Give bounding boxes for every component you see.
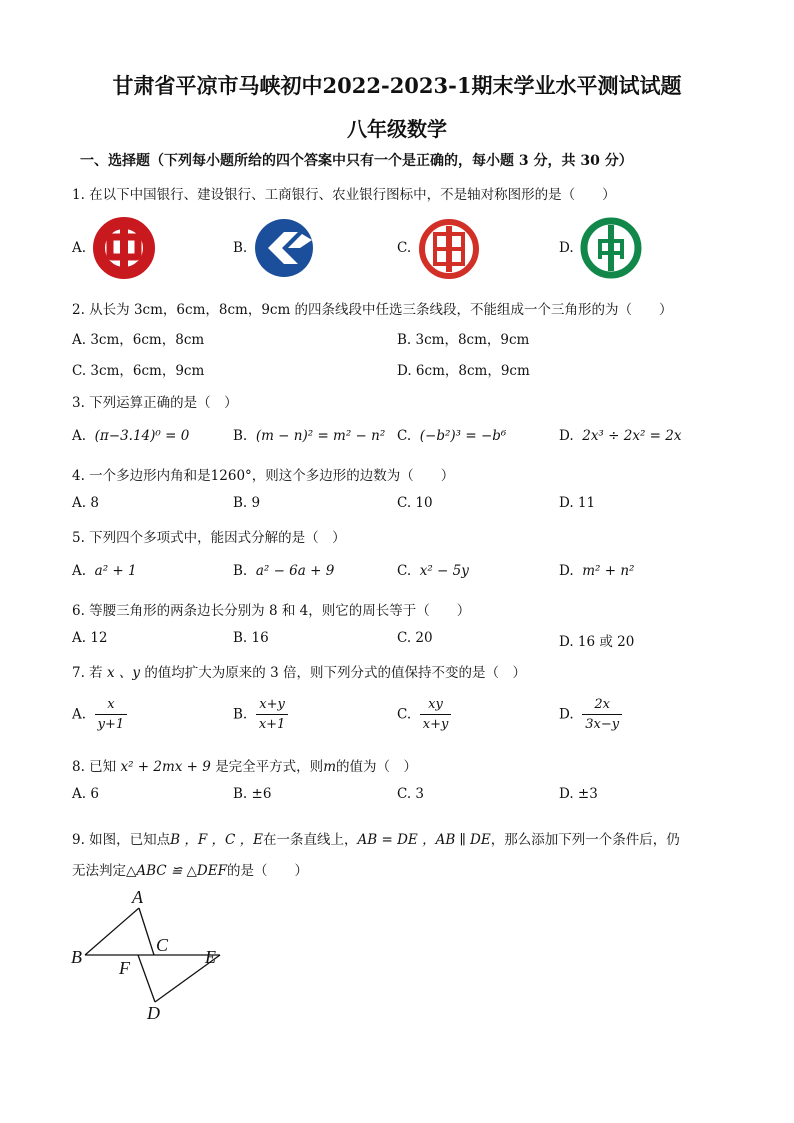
q5-a-expression: a² + 1 — [94, 563, 137, 579]
q3-option-c: C. (−b²)³ = −b⁶ — [397, 428, 507, 444]
q4-option-c: C. 10 — [397, 495, 433, 511]
q9-condition: AB = DE ，AB ∥ DE — [357, 832, 491, 848]
abc-logo-icon — [580, 217, 642, 279]
q8-option-d: D. ±3 — [559, 786, 598, 802]
q1-option-d: D. — [559, 240, 574, 256]
q7-option-c: C. $\frac{xy}{x+y}$ — [397, 697, 451, 732]
q7-a-fraction: $\frac{x}{y+1}$ — [95, 697, 128, 732]
q8-option-b: B. ±6 — [233, 786, 272, 802]
q1-option-a: A. — [72, 240, 87, 256]
q8-option-a: A. 6 — [72, 786, 99, 802]
q3-a-expression: (π−3.14)⁰ = 0 — [94, 428, 190, 444]
q3-option-a: A. (π−3.14)⁰ = 0 — [72, 428, 190, 444]
q2-option-b: B. 3cm，8cm，9cm — [397, 332, 530, 348]
q2-option-d: D. 6cm，8cm，9cm — [397, 363, 530, 379]
q1-option-c: C. — [397, 240, 412, 256]
question-9-stem-line2: 无法判定△ABC ≌ △DEF的是（ ） — [72, 863, 308, 879]
question-6-stem: 6. 等腰三角形的两条边长分别为 8 和 4，则它的周长等于（ ） — [72, 603, 471, 619]
q3-c-expression: (−b²)³ = −b⁶ — [419, 428, 507, 444]
q3-option-d: D. 2x³ ÷ 2x² = 2x — [559, 428, 682, 444]
label-d: D — [147, 1003, 160, 1023]
question-7-stem: 7. 若 x 、y 的值均扩大为原来的 3 倍，则下列分式的值保持不变的是（ ） — [72, 665, 526, 681]
exam-title: 甘肃省平凉市马峡初中2022-2023-1期末学业水平测试试题 — [112, 73, 682, 98]
q3-option-b: B. (m − n)² = m² − n² — [233, 428, 386, 444]
q5-option-a: A. a² + 1 — [72, 563, 137, 579]
section-heading: 一、选择题（下列每小题所给的四个答案中只有一个是正确的，每小题 3 分，共 30 分） — [80, 153, 633, 169]
q5-option-b: B. a² − 6a + 9 — [233, 563, 335, 579]
question-8-stem: 8. 已知 x² + 2mx + 9 是完全平方式，则m的值为（ ） — [72, 759, 417, 775]
q7-c-fraction: $\frac{xy}{x+y}$ — [420, 697, 452, 732]
label-e: E — [205, 947, 216, 967]
q4-option-d: D. 11 — [559, 495, 596, 511]
q7-option-b: B. $\frac{x+y}{x+1}$ — [233, 697, 288, 732]
question-9-stem: 9. 如图，已知点B ，F ，C ，E在一条直线上，AB = DE ，AB ∥ DE，那么添加下列一个条件后，仍 — [72, 832, 680, 848]
q7-variables: x 、y — [106, 665, 141, 681]
q1-option-b: B. — [233, 240, 248, 256]
q2-option-c: C. 3cm，6cm，9cm — [72, 363, 205, 379]
q7-option-a: A. $\frac{x}{y+1}$ — [72, 697, 127, 732]
label-a: A — [132, 887, 143, 907]
question-4-stem: 4. 一个多边形内角和是1260°，则这个多边形的边数为（ ） — [72, 468, 455, 484]
q6-option-d: D. 16 或 20 — [559, 634, 635, 650]
q8-expression: x² + 2mx + 9 — [120, 759, 211, 775]
q6-option-c: C. 20 — [397, 630, 433, 646]
q3-d-expression: 2x³ ÷ 2x² = 2x — [582, 428, 682, 444]
ccb-logo-icon — [254, 218, 314, 278]
q3-b-expression: (m − n)² = m² − n² — [255, 428, 386, 444]
q7-d-fraction: $\frac{2x}{3x-y}$ — [582, 697, 622, 732]
q6-option-a: A. 12 — [72, 630, 108, 646]
q5-c-expression: x² − 5y — [419, 563, 469, 579]
q5-option-c: C. x² − 5y — [397, 563, 469, 579]
q9-points: B ，F ，C ，E — [170, 832, 264, 848]
question-2-stem: 2. 从长为 3cm，6cm，8cm，9cm 的四条线段中任选三条线段，不能组成一个三角形的为（ ） — [72, 302, 673, 318]
q5-option-d: D. m² + n² — [559, 563, 635, 579]
q6-option-b: B. 16 — [233, 630, 269, 646]
label-c: C — [156, 935, 169, 955]
question-1-stem: 1. 在以下中国银行、建设银行、工商银行、农业银行图标中，不是轴对称图形的是（ ） — [72, 187, 616, 203]
icbc-logo-icon — [418, 218, 480, 280]
segment-ab — [85, 908, 139, 955]
question-3-stem: 3. 下列运算正确的是（ ） — [72, 395, 238, 411]
triangle-figure — [65, 885, 235, 1025]
q8-option-c: C. 3 — [397, 786, 425, 802]
q5-d-expression: m² + n² — [582, 563, 635, 579]
label-b: B — [71, 947, 82, 967]
q7-b-fraction: $\frac{x+y}{x+1}$ — [256, 697, 289, 732]
q9-triangles: △ABC ≌ △DEF — [126, 863, 227, 879]
question-5-stem: 5. 下列四个多项式中，能因式分解的是（ ） — [72, 530, 346, 546]
boc-logo-icon — [91, 216, 157, 280]
label-f: F — [119, 958, 130, 978]
q2-option-a: A. 3cm，6cm，8cm — [72, 332, 205, 348]
segment-ac — [139, 908, 154, 955]
q8-variable: m — [323, 759, 336, 775]
exam-subtitle: 八年级数学 — [347, 117, 447, 141]
q7-option-d: D. $\frac{2x}{3x-y}$ — [559, 697, 622, 732]
q4-option-a: A. 8 — [72, 495, 99, 511]
segment-fd — [138, 955, 155, 1002]
q5-b-expression: a² − 6a + 9 — [255, 563, 335, 579]
q4-option-b: B. 9 — [233, 495, 261, 511]
